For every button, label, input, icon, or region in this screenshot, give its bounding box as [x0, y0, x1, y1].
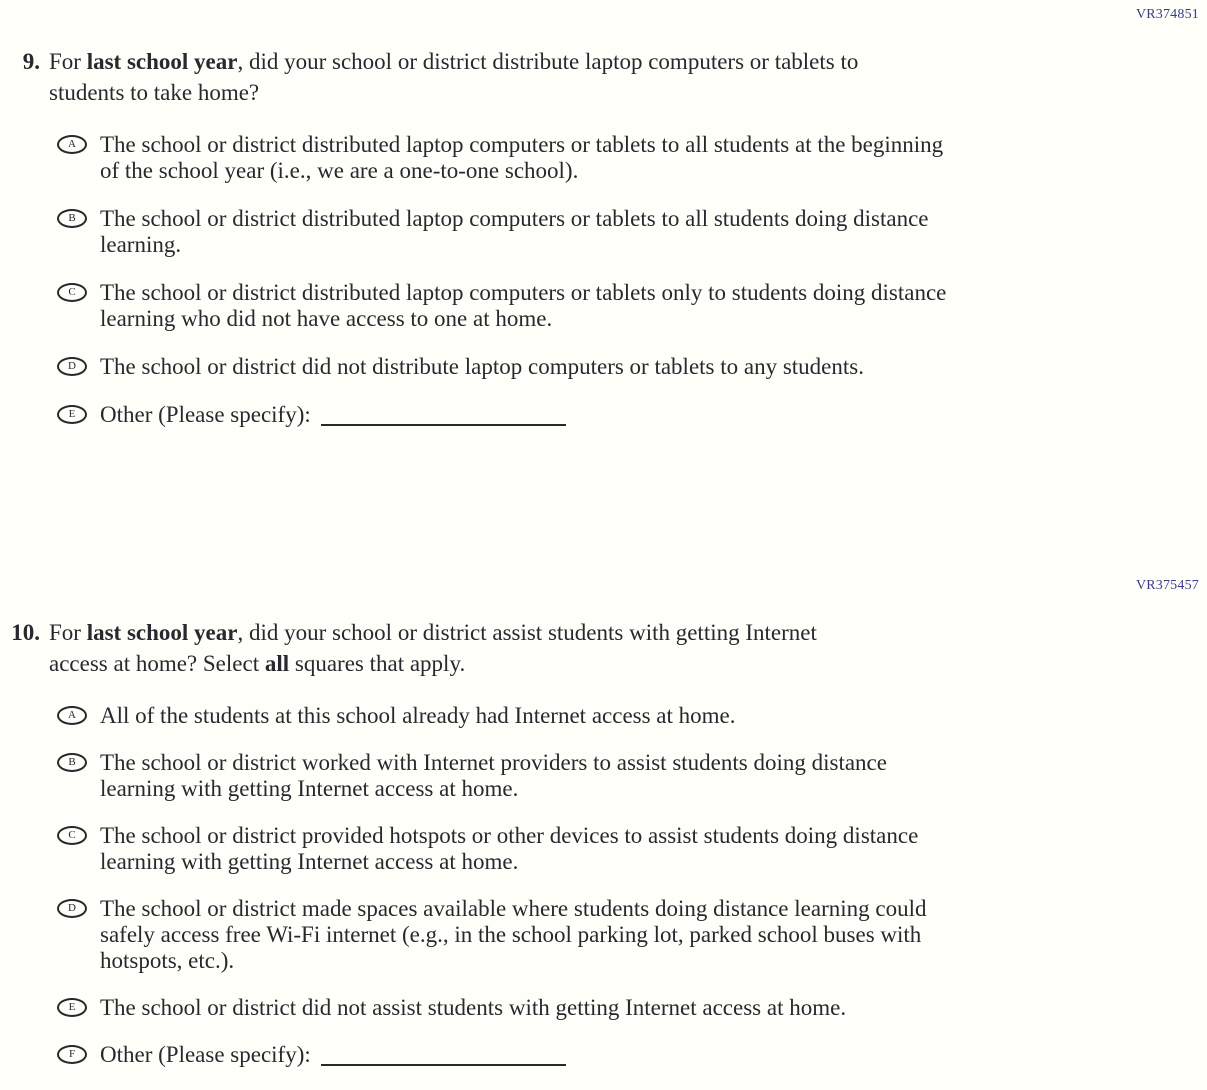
option-bubble-f[interactable]: F [57, 1045, 87, 1064]
question-10-number: 10. [11, 620, 40, 645]
option-text-b: The school or district distributed laptop computers or tablets to all students doing distance learning. [100, 206, 929, 257]
option-bubble-e[interactable]: E [57, 405, 87, 424]
option-text-a: The school or district distributed laptop computers or tablets to all students at the beginning of the school year (i.e., we are a one-to-one school). [100, 132, 944, 183]
question-9-header [0, 46, 1207, 108]
question-9-form-code: VR374851 [1135, 7, 1199, 22]
other-specify-blank[interactable] [321, 1062, 566, 1066]
option-row-e [57, 995, 1207, 1021]
option-row-f [57, 1042, 1207, 1068]
option-text-d: The school or district did not distribute laptop computers or tablets to any students. [100, 354, 864, 379]
question-9 [0, 0, 1207, 428]
option-text-b: The school or district worked with Internet providers to assist students doing distance learning with getting Internet access at home. [100, 750, 887, 801]
other-specify-blank[interactable] [321, 422, 566, 426]
option-bubble-c[interactable]: C [57, 826, 87, 845]
option-bubble-b[interactable]: B [57, 753, 87, 772]
question-10-form-code: VR375457 [1135, 578, 1199, 593]
question-10-prompt: For last school year, did your school or district assist students with getting Internet access at home? Select all squares that apply. [49, 620, 817, 676]
option-text-c: The school or district provided hotspots or other devices to assist students doing distance learning with getting Internet access at home. [100, 823, 919, 874]
option-text-c: The school or district distributed laptop computers or tablets only to students doing distance learning who did not have access to one at home. [100, 280, 947, 331]
question-10-header [0, 617, 1207, 679]
option-row-b [57, 750, 1207, 802]
option-bubble-e[interactable]: E [57, 998, 87, 1017]
question-9-prompt: For last school year, did your school or district distribute laptop computers or tablets to students to take home? [49, 49, 859, 105]
option-row-d [57, 354, 1207, 380]
option-row-d [57, 896, 1207, 974]
option-row-e [57, 402, 1207, 428]
option-row-c [57, 280, 1207, 332]
option-text-f: Other (Please specify): [100, 1042, 566, 1068]
question-10-code-row [0, 571, 1207, 593]
option-bubble-a[interactable]: A [57, 135, 87, 154]
question-10 [0, 571, 1207, 1068]
option-text-e: Other (Please specify): [100, 402, 566, 428]
option-bubble-a[interactable]: A [57, 706, 87, 725]
option-row-a [57, 703, 1207, 729]
option-bubble-d[interactable]: D [57, 357, 87, 376]
option-text-d: The school or district made spaces available where students doing distance learning could safely access free Wi-Fi internet (e.g., in the school parking lot, parked school buses with hotspots, etc.). [100, 896, 927, 973]
question-10-options [57, 703, 1207, 1068]
option-text-a: All of the students at this school already had Internet access at home. [100, 703, 736, 728]
option-row-b [57, 206, 1207, 258]
option-row-c [57, 823, 1207, 875]
question-9-number: 9. [22, 49, 40, 74]
question-9-options [57, 132, 1207, 428]
option-bubble-b[interactable]: B [57, 209, 87, 228]
option-bubble-d[interactable]: D [57, 899, 87, 918]
option-bubble-c[interactable]: C [57, 283, 87, 302]
question-9-code-row [0, 0, 1207, 22]
option-row-a [57, 132, 1207, 184]
option-text-e: The school or district did not assist students with getting Internet access at home. [100, 995, 847, 1020]
